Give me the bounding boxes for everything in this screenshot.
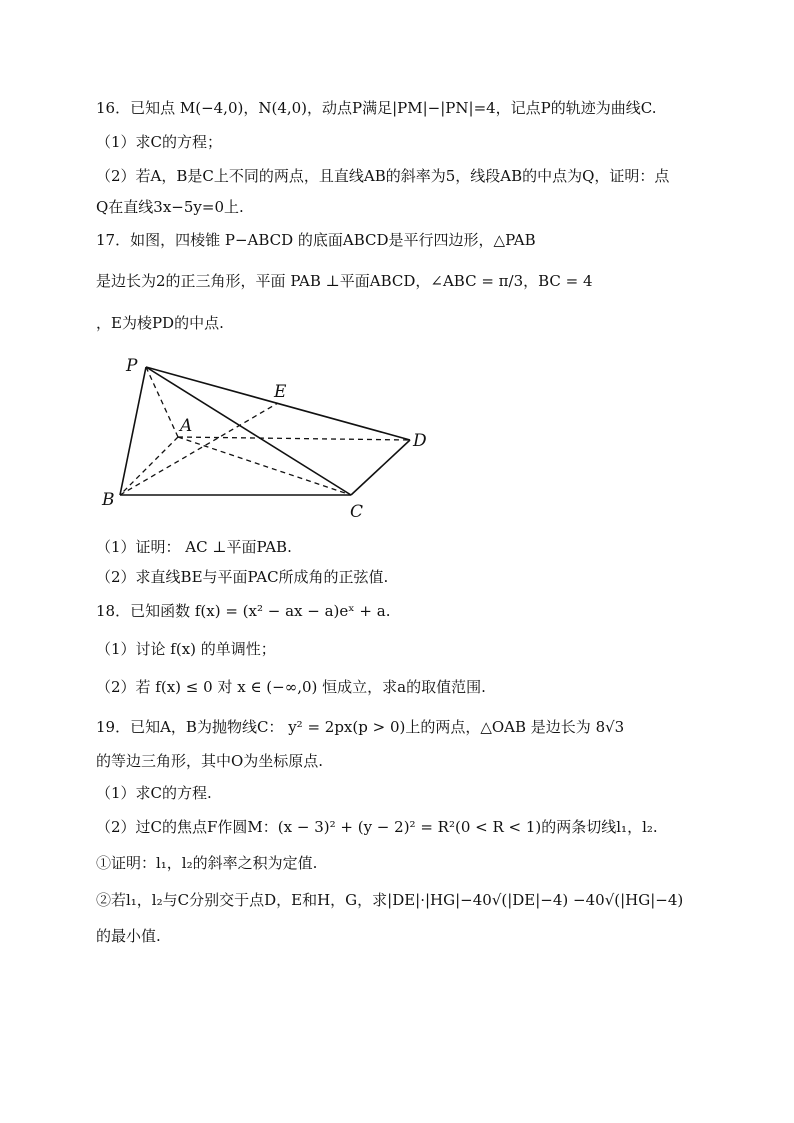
edge-PC [146, 367, 351, 495]
problem-19-part-2: （2）过C的焦点F作圆M：(x − 3)² + (y − 2)² = R²(0 < R < 1)的两条切线l₁，l₂. [96, 818, 658, 836]
problem-17-part-2: （2）求直线BE与平面PAC所成角的正弦值. [96, 568, 389, 586]
problem-18-part-2: （2）若 f(x) ≤ 0 对 x ∈ (−∞,0) 恒成立，求a的取值范围. [96, 678, 486, 696]
problem-19-stem-line-2: 的等边三角形，其中O为坐标原点. [96, 752, 324, 770]
problem-16-stem: 16．已知点 M(−4,0)，N(4,0)，动点P满足|PM|−|PN|=4，记点P的轨迹为曲线C. [96, 99, 657, 117]
pyramid-figure [96, 345, 441, 525]
vertex-label-D: D [413, 431, 427, 451]
edge-AC [178, 437, 351, 495]
problem-17-stem-line-3: ，E为棱PD的中点. [96, 314, 224, 332]
vertex-label-A: A [180, 416, 193, 436]
problem-19-part-1: （1）求C的方程. [96, 784, 212, 802]
problem-19-part-2-sub-1: ①证明：l₁，l₂的斜率之积为定值. [96, 854, 318, 872]
problem-16-part-1: （1）求C的方程； [96, 133, 223, 151]
vertex-label-C: C [350, 502, 364, 522]
edge-CD [351, 440, 410, 495]
edge-AD [178, 437, 410, 440]
problem-17-stem-line-2: 是边长为2的正三角形，平面 PAB ⊥平面ABCD，∠ABC = π/3，BC = 4 [96, 272, 593, 290]
problem-18-stem: 18．已知函数 f(x) = (x² − ax − a)eˣ + a. [96, 602, 391, 620]
problem-18-part-1: （1）讨论 f(x) 的单调性； [96, 640, 276, 658]
vertex-label-P: P [126, 356, 138, 376]
edge-PB [120, 367, 146, 495]
problem-19-part-2-sub-2-line-2: 的最小值. [96, 927, 161, 945]
vertex-label-E: E [274, 382, 287, 402]
problem-16-part-2-line-1: （2）若A，B是C上不同的两点，且直线AB的斜率为5，线段AB的中点为Q，证明：点 [96, 167, 670, 185]
edge-BE [120, 403, 278, 495]
problem-16-part-2-line-2: Q在直线3x−5y=0上. [96, 198, 244, 216]
vertex-label-B: B [102, 490, 115, 510]
problem-19-stem-line-1: 19．已知A，B为抛物线C： y² = 2px(p > 0)上的两点，△OAB 是边长为 8√3 [96, 718, 625, 736]
problem-17-stem-line-1: 17．如图，四棱锥 P−ABCD 的底面ABCD是平行四边形，△PAB [96, 231, 536, 249]
pyramid-diagram [96, 345, 441, 525]
problem-19-part-2-sub-2-line-1: ②若l₁，l₂与C分别交于点D，E和H，G，求|DE|·|HG|−40√(|DE|−4) −40√(|HG|−4) [96, 891, 684, 909]
problem-17-part-1: （1）证明： AC ⊥平面PAB. [96, 538, 292, 556]
